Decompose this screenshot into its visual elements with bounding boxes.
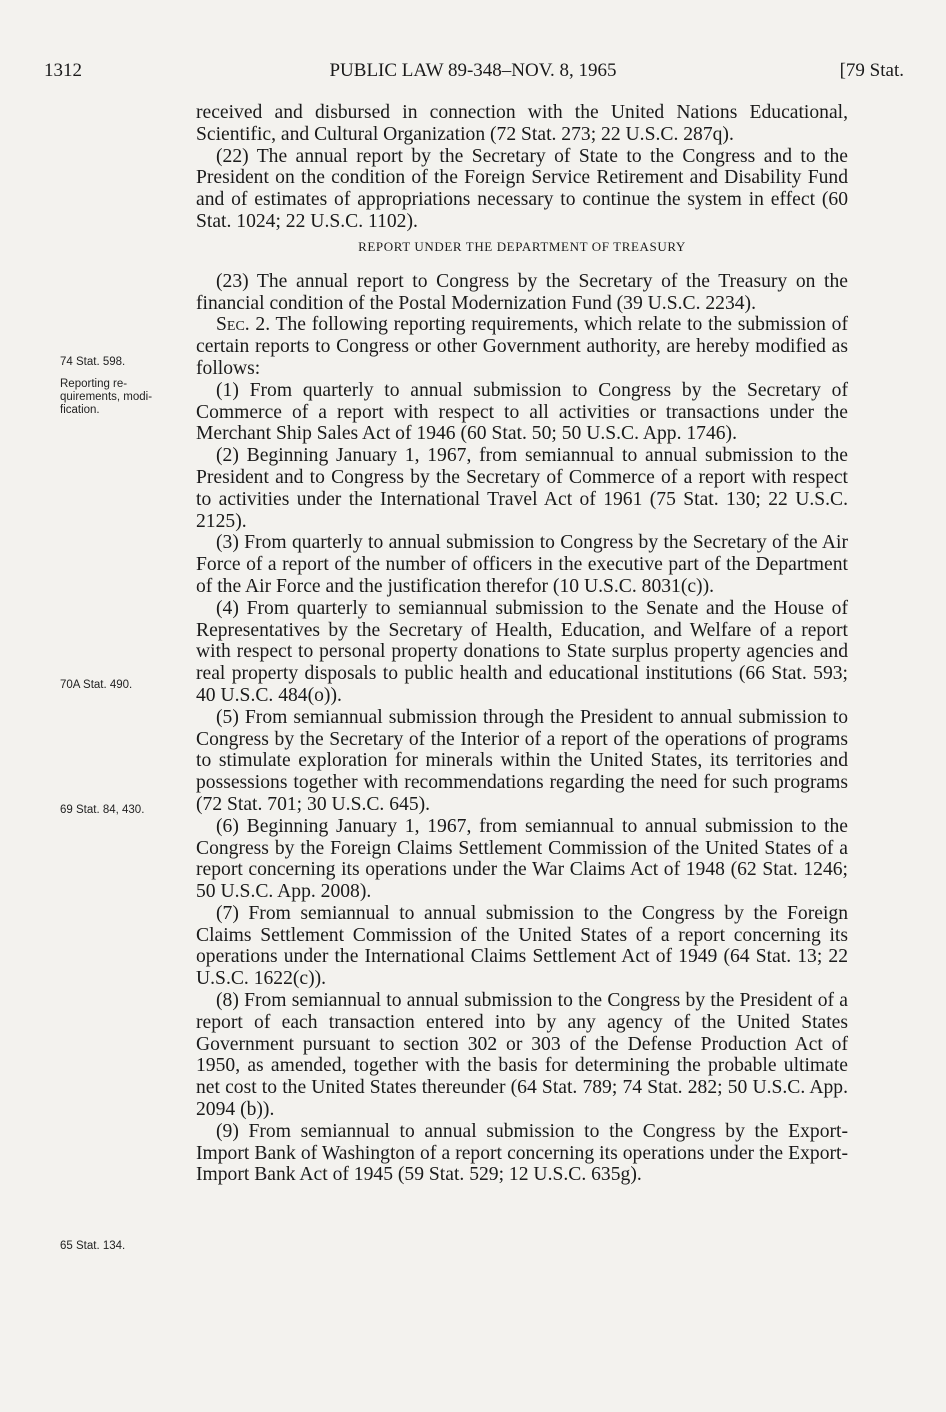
paragraph-9: (9) From semiannual to annual submission to the Congress by the Export-Import Bank of Washington of a report concerning its operations under the Export-Import Bank Act of 1945 (59 Stat. 529; 12 U.S.C. 635g). [196,1120,848,1186]
margin-note-70a-stat-490: 70A Stat. 490. [60,679,133,691]
paragraph-2: (2) Beginning January 1, 1967, from semiannual to annual submission to the President and to Congress by the Secretary of Commerce of a report with respect to activities under the International Travel Act of 1961 (75 Stat. 130; 22 U.S.C. 2125). [196,445,848,532]
paragraph-5: (5) From semiannual submission through the President to annual submission to Congress by the Secretary of the Interior of a report of the operations of programs to stimulate exploration for minerals within the United States, its territories and possessions together with recommendations regarding the need for such programs (72 Stat. 701; 30 U.S.C. 645). [196,706,848,815]
section-2 [196,314,848,379]
paragraph-22: (22) The annual report by the Secretary of State to the Congress and to the President on the condition of the Foreign Service Retirement and Disability Fund and of estimates of appropriations necessary to continue the system in effect (60 Stat. 1024; 22 U.S.C. 1102). [196,145,848,232]
section-subheading: REPORT UNDER THE DEPARTMENT OF TREASURY [358,238,686,254]
statute-reference: [79 Stat. [839,60,904,81]
margin-note-reporting-requirements: Reporting re- quirements, modi- fication. [60,378,153,416]
paragraph-8: (8) From semiannual to annual submission to the Congress by the President of a report of each transaction entered into by any agency of the United States Government pursuant to section 302 or 303 of the Defense Production Act of 1950, as amended, together with the basis for determining the probable ultimate net cost to the United States thereunder (64 Stat. 789; 74 Stat. 282; 50 U.S.C. App. 2094 (b)). [196,990,848,1121]
section-2-label: Sec. 2. [216,314,271,336]
body-text [196,102,848,1186]
page-number: 1312 [44,60,82,81]
paragraph-6: (6) Beginning January 1, 1967, from semiannual to annual submission to the Congress by the Foreign Claims Settlement Commission of the United States of a report concerning its operations under the War Claims Act of 1948 (62 Stat. 1246; 50 U.S.C. App. 2008). [196,815,848,903]
paragraph-4: (4) From quarterly to semiannual submission to the Senate and the House of Representatives by the Secretary of Health, Education, and Welfare of a report with respect to personal property donations to State surplus property agencies and real property disposals to public health and educational institutions (66 Stat. 593; 40 U.S.C. 484(o)). [196,597,848,706]
margin-note-65-stat-134: 65 Stat. 134. [60,1240,126,1252]
paragraph-continued: received and disbursed in connection with the United Nations Educational, Scientific, and Cultural Organization (72 Stat. 273; 22 U.S.C. 287q). [196,102,848,145]
margin-note-74-stat-598: 74 Stat. 598. [60,356,126,368]
margin-note-69-stat-84-430: 69 Stat. 84, 430. [60,804,145,816]
paragraph-1: (1) From quarterly to annual submission to Congress by the Secretary of Commerce of a report with respect to all activities or transactions under the Merchant Ship Sales Act of 1946 (60 Stat. 50; 50 U.S.C. App. 1746). [196,379,848,445]
paragraph-3: (3) From quarterly to annual submission to Congress by the Secretary of the Air Force of a report of the number of officers in the executive part of the Department of the Air Force and the justification therefor (10 U.S.C. 8031(c)). [196,532,848,597]
section-2-text: The following reporting requirements, which relate to the submission of certain reports to Congress or other Government authority, are hereby modified as follows: [196,314,849,379]
running-title: PUBLIC LAW 89-348–NOV. 8, 1965 [329,60,617,81]
paragraph-7: (7) From semiannual to annual submission to the Congress by the Foreign Claims Settlement Commission of the United States of a report concerning its operations under the International Claims Settlement Act of 1949 (64 Stat. 13; 22 U.S.C. 1622(c)). [196,902,848,990]
paragraph-23: (23) The annual report to Congress by the Secretary of the Treasury on the financial condition of the Postal Modernization Fund (39 U.S.C. 2234). [196,270,848,314]
